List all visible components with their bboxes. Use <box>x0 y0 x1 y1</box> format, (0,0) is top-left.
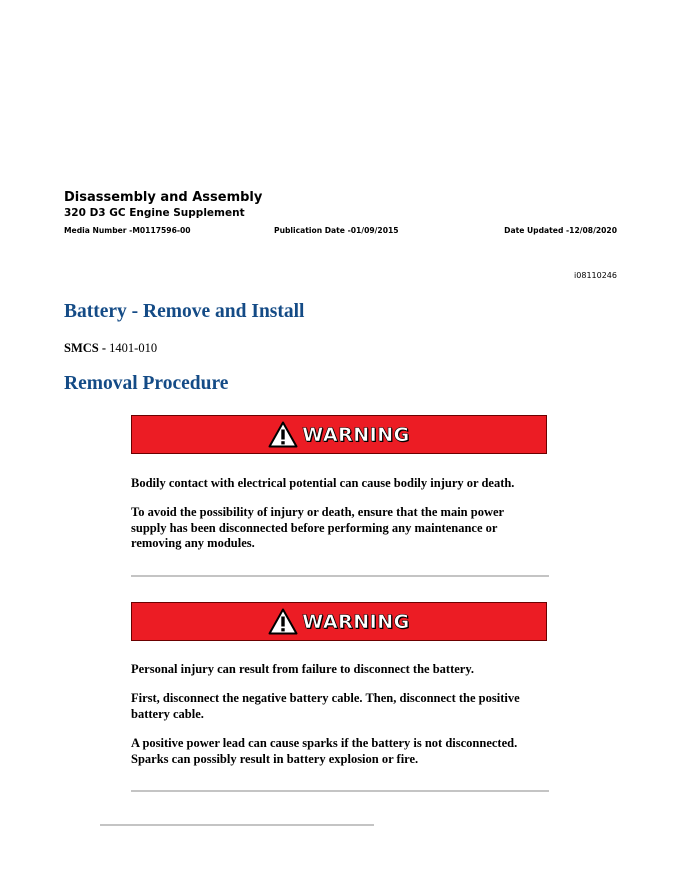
smcs-code-line <box>64 341 157 356</box>
warning-text: First, disconnect the negative battery cable. Then, disconnect the positive battery cable. <box>131 691 520 721</box>
illustration-reference-id: i08110246 <box>574 271 617 280</box>
warning-text: A positive power lead can cause sparks if the battery is not disconnected. Sparks can possibly result in battery explosion or fire. <box>131 736 518 766</box>
warning-label: WARNING <box>302 423 410 446</box>
warning-banner <box>131 415 547 454</box>
divider <box>131 790 549 792</box>
warning-text: Personal injury can result from failure to disconnect the battery. <box>131 662 475 676</box>
warning-triangle-icon <box>268 608 298 635</box>
section-heading: Removal Procedure <box>64 373 229 394</box>
document-subtitle: 320 D3 GC Engine Supplement <box>64 207 245 219</box>
warning-triangle-icon <box>268 421 298 448</box>
divider <box>131 575 549 577</box>
smcs-label: SMCS - <box>64 341 110 355</box>
publication-date: Publication Date -01/09/2015 <box>274 226 399 235</box>
document-meta-row <box>64 226 617 238</box>
document-title: Disassembly and Assembly <box>64 190 263 205</box>
date-updated: Date Updated -12/08/2020 <box>504 226 617 235</box>
warning-label: WARNING <box>302 610 410 633</box>
warning-text: To avoid the possibility of injury or death, ensure that the main power supply has been disconnected before performing any maintenance or removing any modules. <box>131 505 504 551</box>
page-heading: Battery - Remove and Install <box>64 301 305 322</box>
warning-text: Bodily contact with electrical potential can cause bodily injury or death. <box>131 476 515 490</box>
warning-banner <box>131 602 547 641</box>
media-number: Media Number -M0117596-00 <box>64 226 191 235</box>
smcs-code: 1401-010 <box>109 341 158 355</box>
footer-divider <box>100 824 374 826</box>
